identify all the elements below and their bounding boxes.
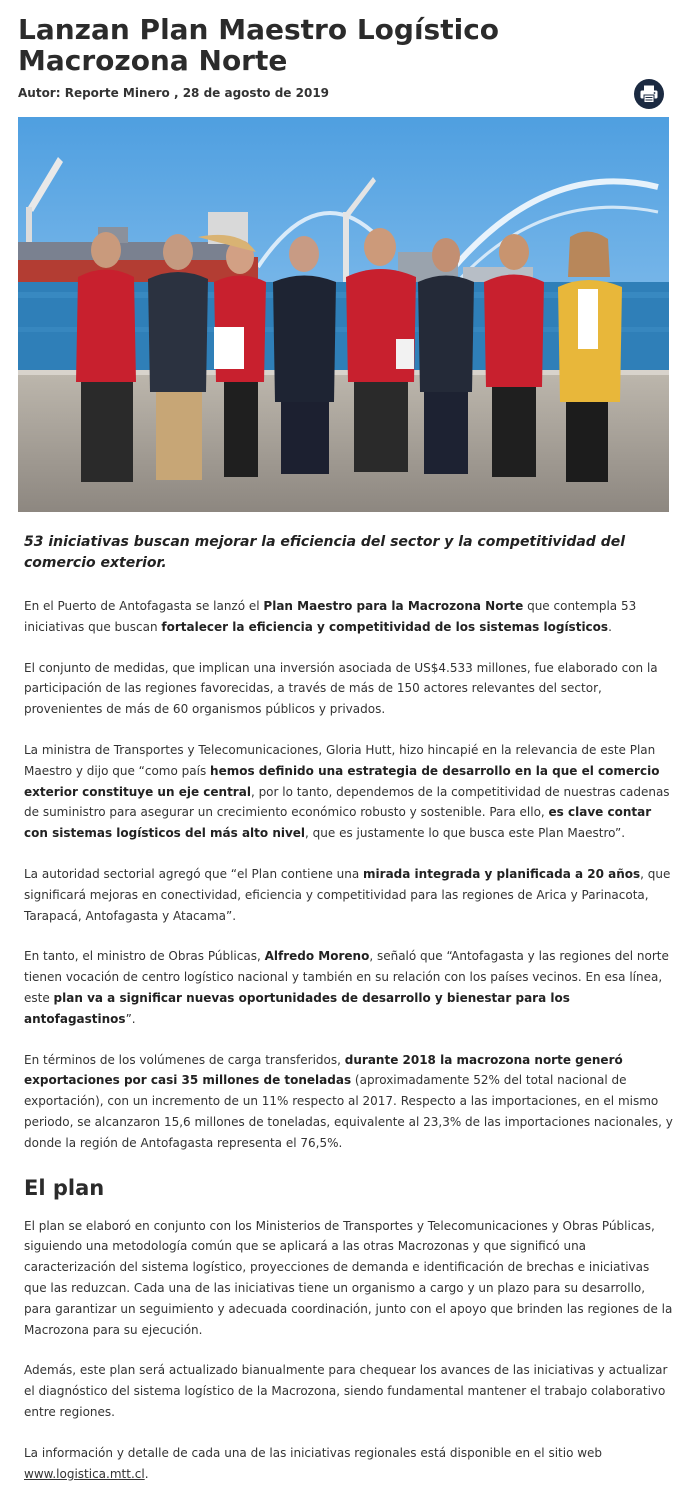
article-meta: Autor: Reporte Minero , 28 de agosto de 2019 — [18, 86, 330, 100]
paragraph-3: La ministra de Transportes y Telecomunicaciones, Gloria Hutt, hizo hincapié en la relevancia de este Plan Maestro y dijo que “como país hemos definido una estrategia de desarrollo en la que el comercio exterior constituye un eje central, por lo tanto, dependemos de la competitividad de nuestras cadenas de suministro para asegurar un crecimiento económico robusto y sostenible. Para ello, es clave contar con sistemas logísticos del más alto nivel, que es justamente lo que busca este Plan Maestro”. — [24, 742, 670, 841]
section-heading: El plan — [24, 1175, 105, 1200]
paragraph-6: En términos de los volúmenes de carga transferidos, durante 2018 la macrozona norte generó exportaciones por casi 35 millones de toneladas (aproximadamente 52% del total nacional de exportación), con un incremento de un 11% respecto al 2017. Respecto a las importaciones, en el mismo periodo, se alcanzaron 15,6 millones de toneladas, equivalente al 23,3% de las importaciones nacionales, y donde la región de Antofagasta representa el 76,5%. — [24, 1052, 673, 1150]
print-icon — [639, 84, 659, 104]
article-lead: 53 iniciativas buscan mejorar la eficiencia del sector y la competitividad del comercio exterior. — [24, 534, 626, 571]
paragraph-2: El conjunto de medidas, que implican una inversión asociada de US$4.533 millones, fue elaborado con la participación de las regiones favorecidas, a través de más de 150 actores relevantes del sector, provenientes de más de 60 organismos públicos y privados. — [24, 660, 658, 717]
article-body — [24, 532, 674, 1504]
paragraph-4: La autoridad sectorial agregó que “el Plan contiene una mirada integrada y planificada a 20 años, que significará mejoras en conectividad, eficiencia y competitividad para las regiones de Arica y Parinacota, Tarapacá, Antofagasta y Atacama”. — [24, 866, 671, 923]
paragraph-1: En el Puerto de Antofagasta se lanzó el Plan Maestro para la Macrozona Norte que contempla 53 iniciativas que buscan fortalecer la eficiencia y competitividad de los sistemas logísticos. — [24, 599, 637, 634]
print-button[interactable] — [634, 79, 664, 109]
paragraph-5: En tanto, el ministro de Obras Públicas, Alfredo Moreno, señaló que “Antofagasta y las regiones del norte tienen vocación de centro logístico nacional y también en su relación con los países vecinos. En esa línea, este plan va a significar nuevas oportunidades de desarrollo y bienestar para los antofagastinos”. — [24, 949, 669, 1026]
website-link[interactable]: www.logistica.mtt.cl — [24, 1466, 145, 1481]
article-photo — [18, 117, 669, 512]
article-title: Lanzan Plan Maestro Logístico Macrozona Norte — [18, 13, 500, 77]
paragraph-8: Además, este plan será actualizado bianualmente para chequear los avances de las iniciativas y actualizar el diagnóstico del sistema logístico de la Macrozona, siendo fundamental mantener el trabajo colaborativo entre regiones. — [24, 1363, 668, 1419]
paragraph-9: La información y detalle de cada una de las iniciativas regionales está disponible en el sitio web www.logistica.mtt.cl. — [24, 1445, 603, 1481]
group-photo — [18, 117, 669, 512]
paragraph-7: El plan se elaboró en conjunto con los Ministerios de Transportes y Telecomunicaciones y Obras Públicas, siguiendo una metodología común que se aplicará a las otras Macrozonas y que significó una caracterización del sistema logístico, proyecciones de demanda e identificación de brechas e iniciativas que las reduzcan. Cada una de las iniciativas tiene un organismo a cargo y un plazo para su desarrollo, para garantizar un seguimiento y adecuada coordinación, junto con el apoyo que brinden las regiones de la Macrozona para su ejecución. — [24, 1218, 673, 1337]
